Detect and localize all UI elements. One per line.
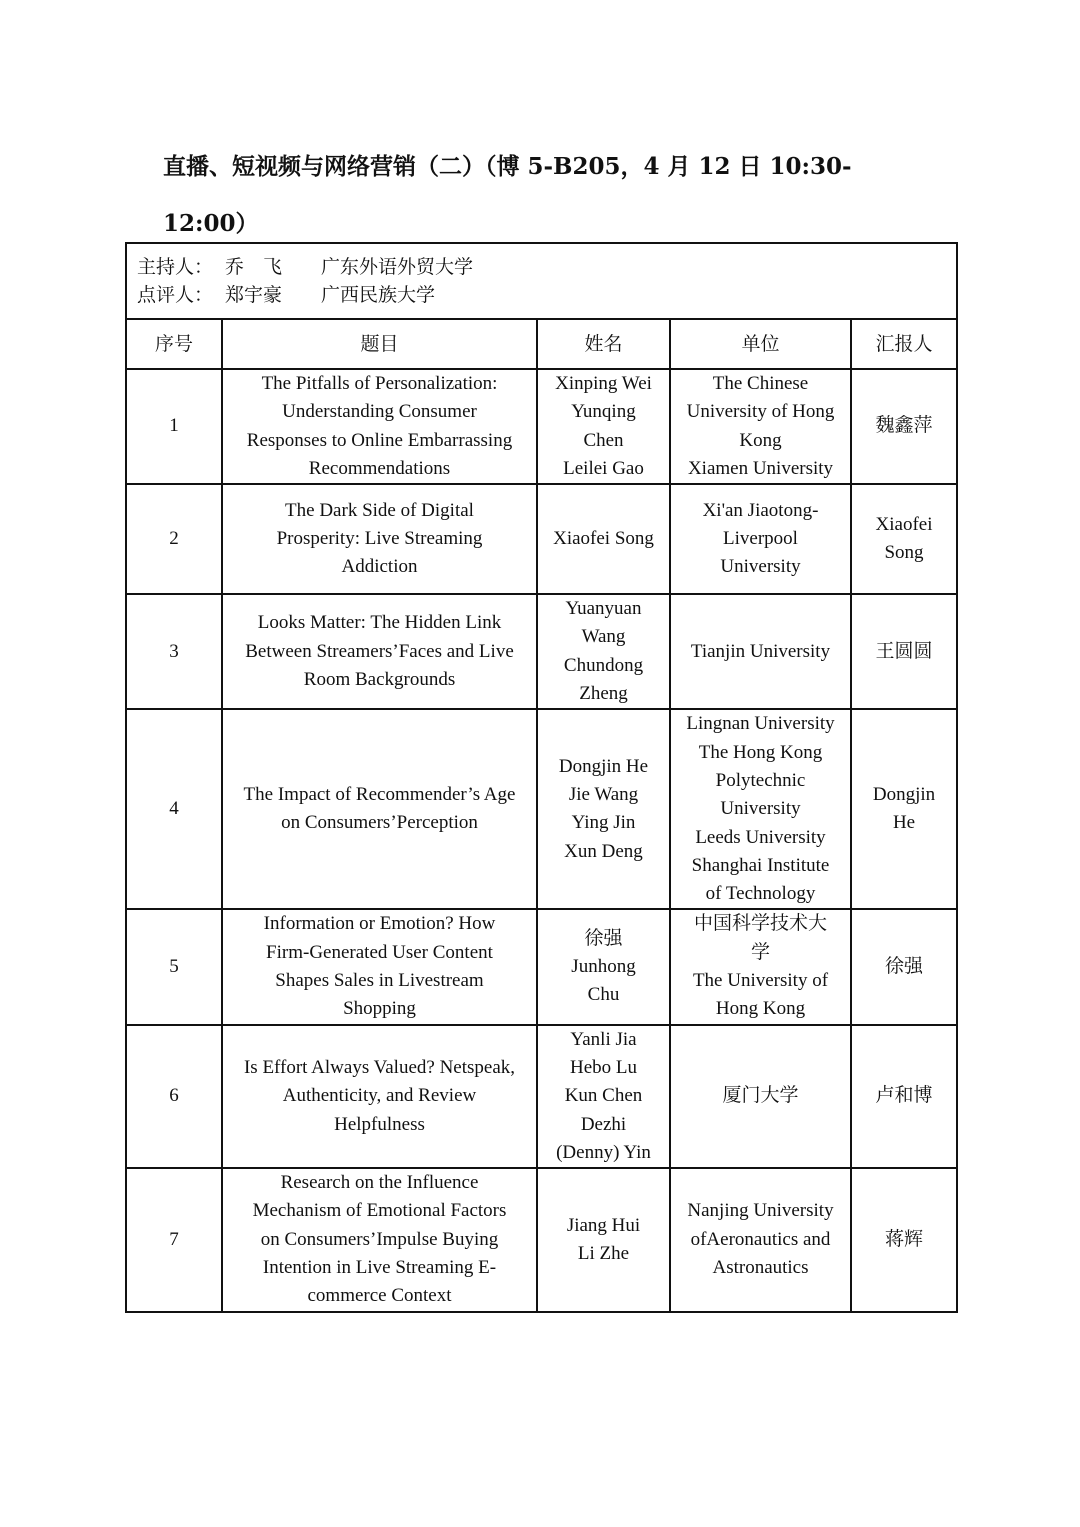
cell-no: 7: [126, 1168, 222, 1311]
header-unit: 单位: [670, 319, 851, 369]
session-title-line-2: 12:00）: [163, 210, 259, 237]
info-row: [126, 243, 957, 319]
cell-presenter: [851, 484, 957, 594]
title-line: Prosperity: Live Streaming: [276, 528, 483, 550]
cell-units: [670, 369, 851, 484]
units-line: The University of: [692, 970, 829, 992]
session-title: [163, 138, 923, 252]
title-line: Room Backgrounds: [303, 668, 456, 690]
names-line: Zheng: [579, 683, 628, 705]
units-line: Xi'an Jiaotong-: [702, 499, 819, 521]
cell-no: 4: [126, 709, 222, 909]
reviewer-line: [137, 281, 946, 309]
units-line: 厦门大学: [722, 1085, 799, 1107]
presenter-line: 卢和博: [875, 1085, 933, 1107]
units-line: Leeds University: [695, 826, 826, 848]
title-line: Understanding Consumer: [282, 401, 477, 423]
names-line: Xinping Wei: [555, 373, 652, 394]
names-line: Hebo Lu: [569, 1056, 637, 1078]
units-line: Kong: [739, 429, 782, 451]
cell-units: [670, 484, 851, 594]
names-line: Jiang Hui: [566, 1214, 641, 1236]
units-line: Hong Kong: [715, 998, 806, 1020]
names-line: Xun Deng: [564, 840, 643, 862]
title-line: Shapes Sales in Livestream: [275, 970, 484, 992]
header-title: 题目: [222, 319, 537, 369]
cell-title: [222, 709, 537, 909]
names-line: Xiaofei Song: [553, 528, 654, 550]
cell-units: [670, 1168, 851, 1311]
title-line: Is Effort Always Valued? Netspeak,: [243, 1056, 516, 1078]
units-line: Shanghai Institute: [691, 854, 830, 876]
presenter-line: Dongjin: [872, 784, 936, 806]
table-row: [126, 369, 957, 484]
units-line: Nanjing University: [687, 1200, 834, 1222]
title-line: on Consumers’Perception: [281, 812, 478, 834]
info-cell: [126, 243, 957, 319]
cell-names: [537, 1168, 670, 1311]
names-line: Leilei Gao: [563, 457, 644, 479]
cell-names: [537, 909, 670, 1024]
units-line: The Chinese: [712, 373, 809, 394]
presenter-line: Xiaofei: [875, 513, 933, 535]
names-line: Yunqing: [571, 401, 636, 423]
units-line: Lingnan University: [686, 713, 835, 735]
cell-names: [537, 709, 670, 909]
cell-no: 1: [126, 369, 222, 484]
names-line: Ying Jin: [571, 812, 636, 834]
names-line: Yuanyuan: [565, 598, 642, 620]
header-row: [126, 319, 957, 369]
cell-names: [537, 1025, 670, 1168]
names-line: (Denny) Yin: [556, 1141, 651, 1163]
names-line: Kun Chen: [564, 1085, 643, 1107]
reviewer-name: 郑宇豪: [225, 284, 283, 306]
table-row: [126, 909, 957, 1024]
units-line: 中国科学技术大: [693, 913, 827, 935]
units-line: Astronautics: [712, 1257, 809, 1279]
cell-title: [222, 594, 537, 709]
title-line: commerce Context: [307, 1285, 452, 1307]
table-row: [126, 484, 957, 594]
title-line: Research on the Influence: [280, 1172, 479, 1194]
cell-presenter: [851, 594, 957, 709]
presenter-line: 徐强: [885, 955, 924, 977]
header-presenter: 汇报人: [851, 319, 957, 369]
cell-names: [537, 369, 670, 484]
table-row: [126, 709, 957, 909]
table-row: [126, 1168, 957, 1311]
title-line: Recommendations: [308, 457, 451, 479]
names-line: Yanli Jia: [570, 1028, 637, 1050]
schedule-table: [125, 242, 958, 1313]
presenter-line: 魏鑫萍: [875, 415, 933, 437]
cell-units: [670, 594, 851, 709]
units-line: University: [720, 556, 801, 578]
units-line: University: [720, 798, 801, 820]
units-line: Tianjin University: [690, 640, 831, 662]
cell-presenter: [851, 909, 957, 1024]
names-line: Dezhi: [580, 1113, 627, 1135]
title-line: Looks Matter: The Hidden Link: [257, 612, 502, 634]
cell-presenter: [851, 1168, 957, 1311]
title-line: Helpfulness: [334, 1113, 425, 1135]
units-line: University of Hong: [686, 401, 835, 423]
cell-units: [670, 909, 851, 1024]
names-line: Chundong: [563, 654, 644, 676]
cell-units: [670, 1025, 851, 1168]
units-line: 学: [750, 941, 770, 963]
names-line: Dongjin He: [558, 755, 649, 777]
units-line: Liverpool: [723, 528, 798, 550]
cell-no: 5: [126, 909, 222, 1024]
names-line: Wang: [581, 626, 626, 648]
title-line: Authenticity, and Review: [282, 1085, 477, 1107]
cell-names: [537, 484, 670, 594]
reviewer-org: 广西民族大学: [321, 284, 436, 306]
host-label: 主持人：: [137, 256, 214, 278]
host-name: 乔 飞: [225, 256, 283, 278]
cell-title: [222, 1025, 537, 1168]
units-line: ofAeronautics and: [690, 1228, 831, 1250]
cell-presenter: [851, 369, 957, 484]
names-line: Chen: [583, 429, 624, 451]
cell-title: [222, 369, 537, 484]
presenter-line: 王圆圆: [875, 640, 933, 662]
title-line: on Consumers’Impulse Buying: [260, 1228, 499, 1250]
units-line: Xiamen University: [687, 457, 834, 479]
cell-title: [222, 1168, 537, 1311]
presenter-line: 蒋辉: [885, 1228, 924, 1250]
host-org: 广东外语外贸大学: [321, 256, 474, 278]
title-line: Between Streamers’Faces and Live: [245, 640, 514, 662]
title-line: The Dark Side of Digital: [285, 499, 474, 521]
names-line: Chu: [587, 984, 620, 1006]
presenter-line: He: [892, 812, 916, 834]
units-line: The Hong Kong: [698, 741, 823, 763]
units-line: of Technology: [705, 883, 816, 905]
title-line: Information or Emotion? How: [263, 913, 496, 935]
names-line: Jie Wang: [568, 784, 639, 806]
cell-title: [222, 484, 537, 594]
header-no: 序号: [126, 319, 222, 369]
cell-no: 3: [126, 594, 222, 709]
cell-title: [222, 909, 537, 1024]
cell-names: [537, 594, 670, 709]
names-line: Junhong: [571, 955, 636, 977]
title-line: Intention in Live Streaming E-: [262, 1257, 497, 1279]
title-line: Addiction: [341, 556, 418, 578]
header-name: 姓名: [537, 319, 670, 369]
cell-presenter: [851, 709, 957, 909]
cell-no: 2: [126, 484, 222, 594]
title-line: Responses to Online Embarrassing: [246, 429, 513, 451]
table-row: [126, 1025, 957, 1168]
title-line: Firm-Generated User Content: [266, 941, 493, 963]
names-line: Li Zhe: [577, 1242, 630, 1264]
cell-presenter: [851, 1025, 957, 1168]
title-line: Mechanism of Emotional Factors: [252, 1200, 507, 1222]
table-row: [126, 594, 957, 709]
session-title-line-1: 直播、短视频与网络营销（二）（博 5-B205，4 月 12 日 10:30-: [163, 153, 852, 180]
presenter-line: Song: [884, 542, 924, 564]
names-line: 徐强: [584, 927, 623, 949]
title-line: Shopping: [343, 998, 416, 1020]
cell-units: [670, 709, 851, 909]
cell-no: 6: [126, 1025, 222, 1168]
title-line: The Pitfalls of Personalization:: [261, 373, 498, 394]
title-line: The Impact of Recommender’s Age: [243, 784, 516, 806]
units-line: Polytechnic: [715, 769, 806, 791]
reviewer-label: 点评人：: [137, 284, 214, 306]
host-line: [137, 253, 946, 281]
